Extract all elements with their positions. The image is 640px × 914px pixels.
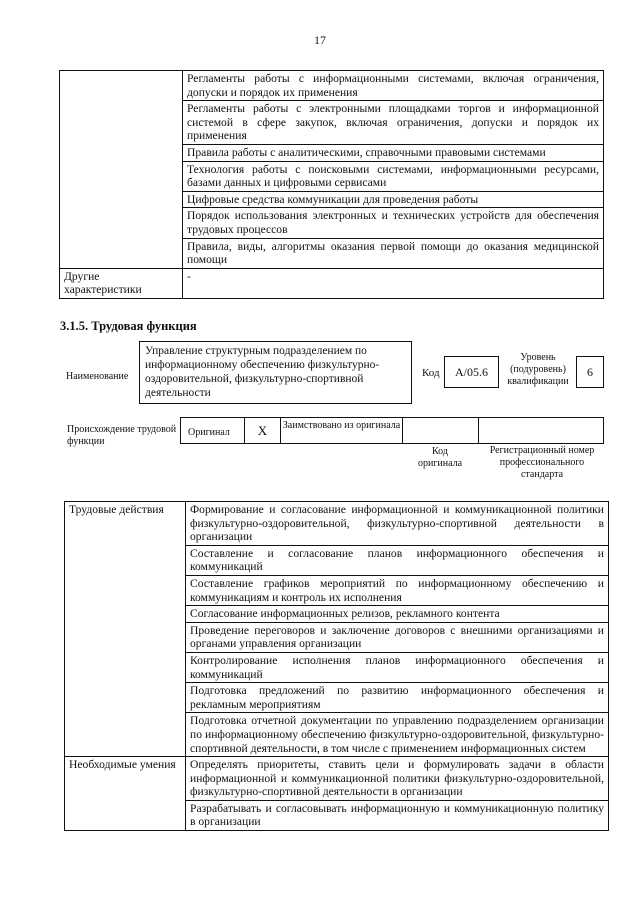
origin-code-cell bbox=[403, 418, 479, 443]
other-characteristics-value: - bbox=[183, 268, 604, 298]
action-item: Проведение переговоров и заключение договоров с внешними организациями и органами управления организации bbox=[186, 622, 609, 652]
action-item: Составление графиков мероприятий по информационному обеспечению и коммуникациям и контроль их исполнения bbox=[186, 575, 609, 605]
actions-table bbox=[64, 501, 609, 831]
skill-item: Определять приоритеты, ставить цели и формулировать задачи в области информационной и коммуникационной политики физкультурно-оздоровительной, физкультурно-спортивной деятельности в организации bbox=[186, 757, 609, 801]
skill-item: Разрабатывать и согласовывать информационную и коммуникационную политику в организации bbox=[186, 800, 609, 830]
origin-label: Происхождение трудовой функции bbox=[67, 424, 177, 447]
actions-label: Трудовые действия bbox=[65, 502, 186, 757]
other-characteristics-label: Другие характеристики bbox=[60, 268, 183, 298]
action-item: Подготовка предложений по развитию информационного обеспечения и рекламным мероприятиям bbox=[186, 683, 609, 713]
origin-row bbox=[180, 417, 604, 444]
table-row bbox=[65, 757, 609, 801]
knowledge-item: Порядок использования электронных и технических устройств для обеспечения трудовых процессов bbox=[183, 208, 604, 238]
original-cell: Оригинал bbox=[181, 418, 245, 443]
knowledge-item: Регламенты работы с информационными системами, включая ограничения, допуски и порядок их применения bbox=[183, 71, 604, 101]
empty-label-cell bbox=[60, 71, 183, 269]
knowledge-item: Правила, виды, алгоритмы оказания первой помощи до оказания медицинской помощи bbox=[183, 238, 604, 268]
qualification-level-box: 6 bbox=[576, 356, 604, 388]
action-item: Согласование информационных релизов, рекламного контента bbox=[186, 606, 609, 623]
action-item: Составление и согласование планов информационного обеспечения и коммуникаций bbox=[186, 545, 609, 575]
knowledge-item: Правила работы с аналитическими, справочными правовыми системами bbox=[183, 144, 604, 161]
page-number: 17 bbox=[314, 33, 326, 47]
knowledge-item: Цифровые средства коммуникации для проведения работы bbox=[183, 191, 604, 208]
table-row bbox=[65, 502, 609, 546]
reg-number-caption: Регистрационный номер профессионального стандарта bbox=[489, 445, 595, 480]
action-item: Подготовка отчетной документации по управлению подразделением организации по информационному обеспечению физкультурно-оздоровительной, физкультурно-спортивной деятельности, в том числе с применением информационных систем bbox=[186, 713, 609, 757]
table-row bbox=[60, 268, 604, 298]
code-label: Код bbox=[422, 367, 440, 379]
function-name-box: Управление структурным подразделением по информационному обеспечению физкультурно-оздоровительной, физкультурно-спортивной деятельности bbox=[139, 341, 412, 404]
borrowed-cell: Заимствовано из оригинала bbox=[281, 418, 403, 443]
origin-code-caption: Код оригинала bbox=[417, 446, 463, 469]
skills-label: Необходимые умения bbox=[65, 757, 186, 831]
origin-reg-cell bbox=[479, 418, 603, 443]
table-row bbox=[60, 71, 604, 101]
original-mark: X bbox=[245, 418, 281, 443]
action-item: Контролирование исполнения планов информационного обеспечения и коммуникаций bbox=[186, 652, 609, 682]
level-label: Уровень (подуровень) квалификации bbox=[507, 352, 569, 387]
section-title: 3.1.5. Трудовая функция bbox=[60, 319, 197, 333]
knowledge-item: Технология работы с поисковыми системами, информационными ресурсами, базами данных и цифровыми сервисами bbox=[183, 161, 604, 191]
function-code-box: A/05.6 bbox=[444, 356, 499, 388]
name-label: Наименование bbox=[66, 371, 129, 382]
knowledge-table bbox=[59, 70, 604, 299]
action-item: Формирование и согласование информационной и коммуникационной политики физкультурно-оздоровительной, физкультурно-спортивной деятельности в организации bbox=[186, 502, 609, 546]
knowledge-item: Регламенты работы с электронными площадками торгов и информационной системой в сфере закупок, включая ограничения, допуски и порядок их применения bbox=[183, 101, 604, 145]
